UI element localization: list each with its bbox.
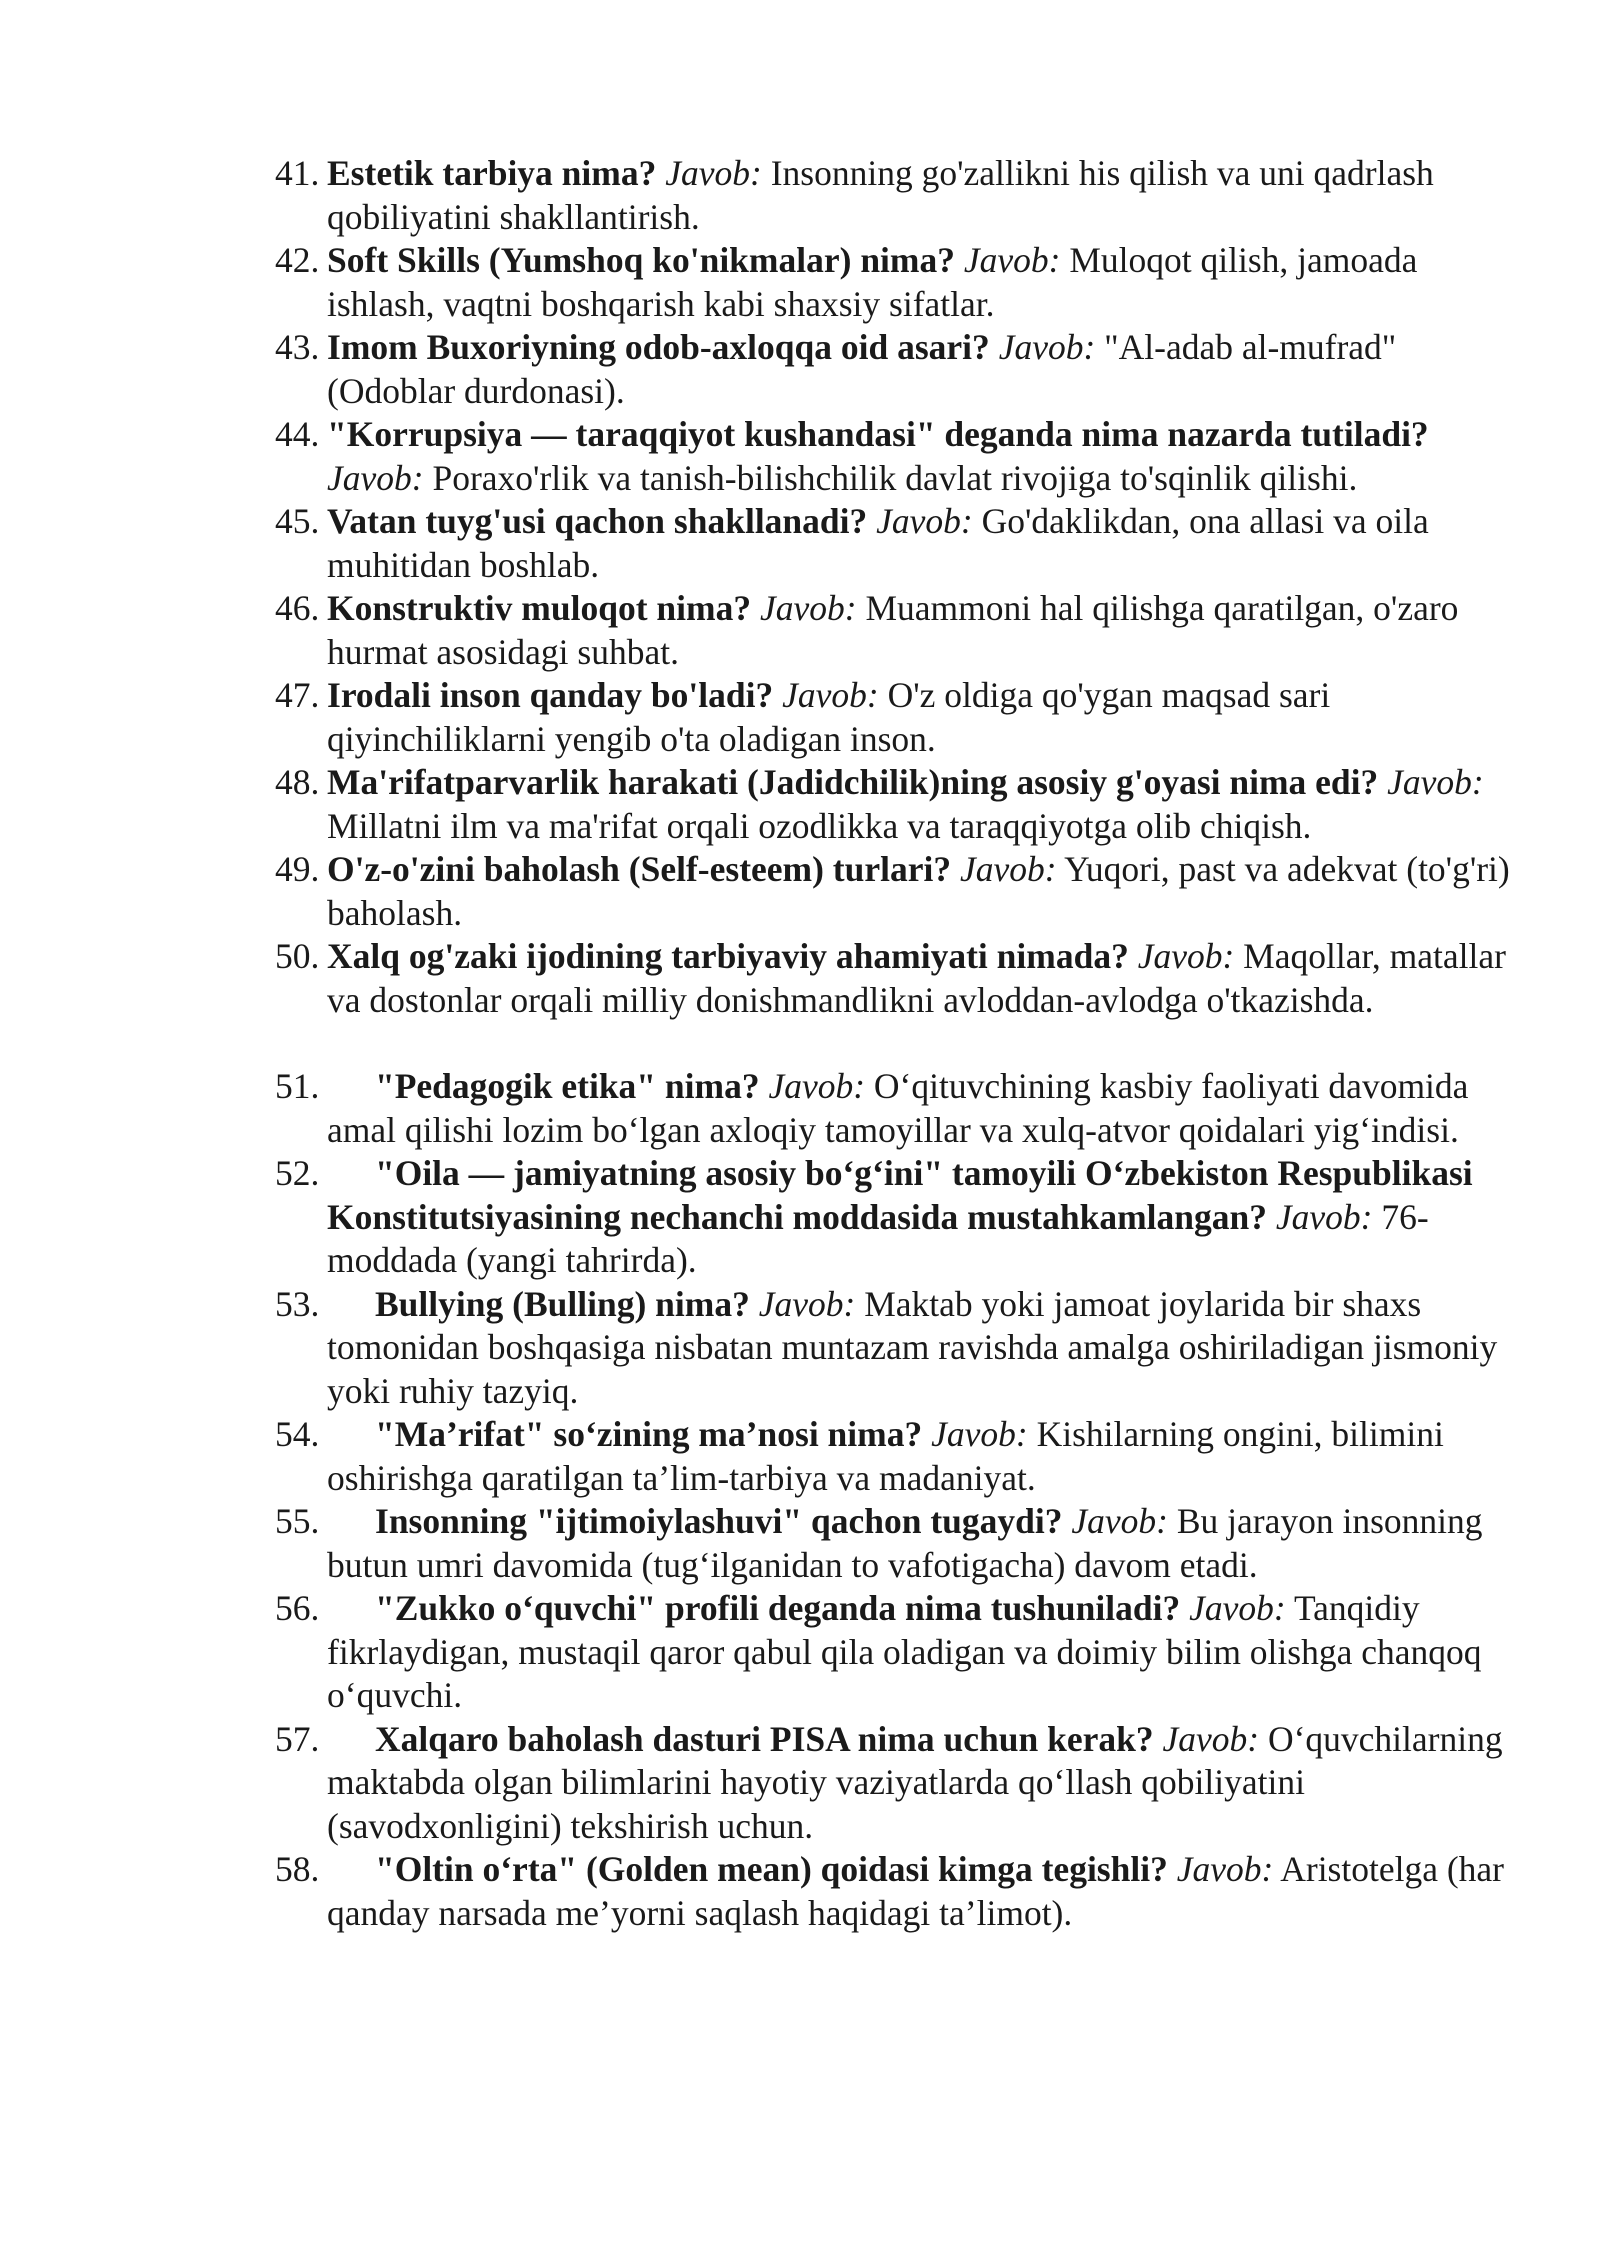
answer-label: Javob: <box>876 501 973 541</box>
question-text: "Oila — jamiyatning asosiy bo‘g‘ini" tamoyili O‘zbekiston Respublikasi Konstitutsiyasining nechanchi moddasida mustahkamlangan? <box>327 1153 1473 1237</box>
item-number: 47. <box>275 675 320 715</box>
answer-text: Maktab yoki jamoat joylarida bir shaxs tomonidan boshqasiga nisbatan muntazam ravishda amalga oshiriladigan jismoniy yoki ruhiy tazyiq. <box>327 1283 1498 1411</box>
answer-text: Poraxo'rlik va tanish-bilishchilik davlat rivojiga to'sqinlik qilishi. <box>432 457 1358 498</box>
answer-text: Go'daklikdan, ona allasi va oila muhitidan boshlab. <box>327 501 1429 585</box>
question-text: Vatan tuyg'usi qachon shakllanadi? <box>327 501 868 541</box>
answer-label: Javob: <box>782 675 879 715</box>
answer-text: Millatni ilm va ma'rifat orqali ozodlikka va taraqqiyotga olib chiqish. <box>327 805 1312 846</box>
item-number: 43. <box>275 327 320 367</box>
document-page <box>275 152 1525 1935</box>
question-text: "Zukko o‘quvchi" profili deganda nima tushuniladi? <box>375 1588 1181 1628</box>
item-number: 54. <box>275 1414 320 1454</box>
answer-label: Javob: <box>1189 1588 1286 1628</box>
answer-text: Muammoni hal qilishga qaratilgan, o'zaro hurmat asosidagi suhbat. <box>327 588 1459 672</box>
item-number: 53. <box>275 1283 320 1324</box>
question-text: "Ma’rifat" so‘zining ma’nosi nima? <box>375 1414 923 1454</box>
list-item <box>275 152 1525 239</box>
answer-label: Javob: <box>665 153 762 193</box>
list-item <box>275 413 1525 500</box>
item-number: 49. <box>275 849 320 889</box>
answer-text: 76-moddada (yangi tahrirda). <box>327 1196 1429 1280</box>
item-number: 50. <box>275 936 320 976</box>
question-text: Konstruktiv muloqot nima? <box>327 588 752 628</box>
answer-text: Yuqori, past va adekvat (to'g'ri) baholash. <box>327 849 1510 933</box>
answer-text: Bu jarayon insonning butun umri davomida (tug‘ilganidan to vafotigacha) davom etadi. <box>327 1501 1483 1585</box>
item-number: 45. <box>275 501 320 541</box>
answer-label: Javob: <box>1137 936 1235 976</box>
item-number: 48. <box>275 762 320 802</box>
answer-label: Javob: <box>1275 1196 1373 1237</box>
question-text: Imom Buxoriyning odob-axloqqa oid asari? <box>327 327 990 367</box>
answer-text: "Al-adab al-mufrad" (Odoblar durdonasi). <box>327 327 1397 411</box>
item-number: 52. <box>275 1153 320 1193</box>
question-text: O'z-o'zini baholash (Self-esteem) turlari? <box>327 849 952 889</box>
item-number: 44. <box>275 414 320 454</box>
answer-label: Javob: <box>768 1066 866 1106</box>
list-item <box>275 1500 1525 1587</box>
list-item <box>275 500 1525 587</box>
list-item <box>275 587 1525 674</box>
answer-label: Javob: <box>960 849 1057 889</box>
answer-text: Insonning go'zallikni his qilish va uni qadrlash qobiliyatini shakllantirish. <box>327 153 1434 237</box>
list-item <box>275 1413 1525 1500</box>
answer-text: Maqollar, matallar va dostonlar orqali milliy donishmandlikni avloddan-avlodga o'tkazishda. <box>327 936 1506 1020</box>
answer-label: Javob: <box>327 457 424 498</box>
question-text: Xalq og'zaki ijodining tarbiyaviy ahamiyati nimada? <box>327 936 1129 976</box>
list-item <box>275 326 1525 413</box>
item-number: 58. <box>275 1849 320 1889</box>
question-text: Bullying (Bulling) nima? <box>375 1283 750 1324</box>
question-text: "Pedagogik etika" nima? <box>375 1066 760 1106</box>
list-item <box>275 674 1525 761</box>
answer-label: Javob: <box>963 240 1061 280</box>
answer-label: Javob: <box>1071 1501 1168 1541</box>
answer-text: O‘quvchilarning maktabda olgan bilimlarini hayotiy vaziyatlarda qo‘llash qobiliyatini (savodxonligini) tekshirish uchun. <box>327 1718 1503 1846</box>
answer-label: Javob: <box>1387 762 1484 802</box>
question-text: Xalqaro baholash dasturi PISA nima uchun kerak? <box>375 1718 1154 1759</box>
item-number: 51. <box>275 1066 320 1106</box>
item-number: 42. <box>275 240 320 280</box>
answer-label: Javob: <box>759 588 857 628</box>
answer-label: Javob: <box>931 1414 1028 1454</box>
item-number: 55. <box>275 1501 320 1541</box>
item-number: 56. <box>275 1588 320 1628</box>
question-list-41-50 <box>275 152 1525 1022</box>
list-item <box>275 848 1525 935</box>
list-item <box>275 935 1525 1022</box>
answer-label: Javob: <box>758 1283 856 1324</box>
question-text: Soft Skills (Yumshoq ko'nikmalar) nima? <box>327 240 955 280</box>
answer-text: O‘qituvchining kasbiy faoliyati davomida amal qilishi lozim bo‘lgan axloqiy tamoyillar va xulq-atvor qoidalari yig‘indisi. <box>327 1066 1469 1150</box>
question-text: "Korrupsiya — taraqqiyot kushandasi" deganda nima nazarda tutiladi? <box>327 414 1429 454</box>
list-item <box>275 1065 1525 1152</box>
list-item <box>275 239 1525 326</box>
answer-text: Aristotelga (har qanday narsada me’yorni saqlash haqidagi ta’limot). <box>327 1849 1504 1933</box>
answer-label: Javob: <box>1162 1718 1260 1759</box>
item-number: 46. <box>275 588 320 628</box>
item-number: 57. <box>275 1718 320 1759</box>
question-text: "Oltin o‘rta" (Golden mean) qoidasi kimga tegishli? <box>375 1849 1168 1889</box>
question-text: Ma'rifatparvarlik harakati (Jadidchilik)ning asosiy g'oyasi nima edi? <box>327 762 1379 802</box>
question-list-51-58 <box>275 1065 1525 1935</box>
item-number: 41. <box>275 153 320 193</box>
list-item <box>275 1587 1525 1718</box>
answer-text: Muloqot qilish, jamoada ishlash, vaqtni boshqarish kabi shaxsiy sifatlar. <box>327 240 1418 324</box>
list-item <box>275 1152 1525 1283</box>
answer-text: Tanqidiy fikrlaydigan, mustaqil qaror qabul qila oladigan va doimiy bilim olishga chanqoq o‘quvchi. <box>327 1588 1482 1715</box>
list-item <box>275 1283 1525 1414</box>
answer-text: O'z oldiga qo'ygan maqsad sari qiyinchiliklarni yengib o'ta oladigan inson. <box>327 675 1331 759</box>
list-item <box>275 1848 1525 1935</box>
question-text: Estetik tarbiya nima? <box>327 153 657 193</box>
question-text: Irodali inson qanday bo'ladi? <box>327 675 774 715</box>
question-text: Insonning "ijtimoiylashuvi" qachon tugaydi? <box>375 1501 1063 1541</box>
answer-label: Javob: <box>1176 1849 1274 1889</box>
list-item <box>275 1718 1525 1849</box>
answer-label: Javob: <box>998 327 1096 367</box>
answer-text: Kishilarning ongini, bilimini oshirishga qaratilgan ta’lim-tarbiya va madaniyat. <box>327 1414 1444 1498</box>
list-item <box>275 761 1525 848</box>
